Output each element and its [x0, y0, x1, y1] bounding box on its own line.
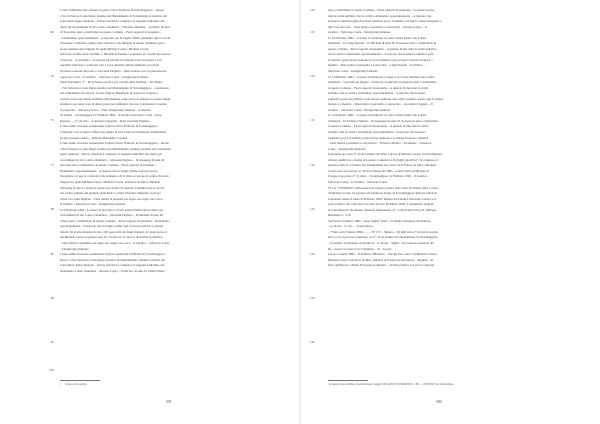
text-line: Salvatore Conte – Il Giudice – Salvatore Conte: [328, 179, 388, 184]
text-line: Lamedica gode nel pubblico gode buona opinione certo egli è reputato onesto egli lo ritiene: [328, 96, 444, 101]
text-line: bracciale nato e domiciliato in questo Comune – Fuori rapporti di parentela –: [60, 163, 157, 168]
text-line: Il Giudice – Salvatore Conte – Donj(nome) Iannone: [60, 202, 126, 207]
text-line: a Vos Salvatore Conte Regio Giudice del Mandamento di Torremaggiore assistito dal: [60, 13, 167, 18]
text-line: il pastore Gaetano Iacovino e Giovanni Pagliaro – Detto lettera e poi in presenza suo: [60, 69, 167, 74]
text-line: furto qualificato a danno di Gaetano Lamedica – Poiché positive è la prova contraria: [328, 263, 435, 268]
text-line: Lì 14 Febbraio 1862 – Lorenzo il testimone si è fatto venire Pelino che è detto: [328, 113, 427, 118]
text-line: ed alla presente cedola – Raffaele Benedello Cosenza: [60, 135, 128, 140]
text-line: a bisaccia – A domanda – A risposte gli gli altri tre briganti erano forestieri e non: [60, 57, 162, 62]
footnote: [60, 383, 87, 386]
line-number: 100: [49, 368, 54, 372]
text-line: Giudicato per tener sotto in alluso penal procedimento che non comparendo io tenuto: [60, 102, 168, 107]
text-line: di Michele Caruso ed aspirato nel Giudicato Regio di Torremaggiore della provincia di: [328, 191, 438, 196]
text-line: che la verità e domandato opportunamente – A risposto che Gaetano Lamedica gode: [328, 52, 434, 57]
text-line: verbale con le più ampie veridiche affermazioni come aveva in pensiero in questo Regio: [60, 96, 171, 101]
text-line: avvertimenti di rito è detto chiamarsi – Giovanni Pagliaro – fu Giuseppe di anni 40: [60, 157, 165, 162]
footnote-rule: [328, 380, 368, 381]
text-line: – Noi Salvatore Conte Regio Giudice del Mandamento di Torremaggiore – considerato: [60, 85, 170, 90]
text-line: L'anno mille ottocento sessantadue il giorno Nove Febbraio in Torremaggiore: [60, 124, 158, 129]
text-line: Conte – Donj(nome) Iannone¹: [328, 146, 366, 151]
line-number: 70: [50, 118, 54, 122]
text-line: opportunamente – A risposto che in Luglio ultimo egli trovavasi nell'atto contrada: [60, 224, 163, 229]
text-line: chiamarsi – D. Luigi Pasterli – fu Michele di anni 39, Possessore nato e domiciliato in: [328, 41, 437, 46]
text-line: colono nato e domiciliato in questo Comune – Fuori rapporti di parentela – Domandato: [60, 218, 170, 223]
text-line: domandato è detto chiamarsi – Antonio Lippo – fu Nicola, di anni 34, Ortino Pietro,: [60, 268, 166, 273]
text-line: Titolo Ferrandio. 2ª – Fu la Guerra di Oz e per volontà della Nazione – Re d'Italia: [60, 80, 163, 85]
text-line: di Gaetano Lamedica, giunto alla contrada Colle fumante in questo tenimento gli si: [60, 41, 165, 46]
text-line: furono a Noi Salvatore Conte Regio Giudice del Mandamento suddetto assistito dal: [60, 257, 165, 262]
text-line: – Donj(nome) Iannone: [60, 246, 89, 251]
text-line: Comparsi a noi il questo Ufficio per tempo di sera voluto procedimento testimoniale: [60, 130, 167, 135]
text-line: signor Iannone – Previa citazione è comparso il seguente individuo che dietro gli: [60, 152, 162, 157]
text-line: segno suo croce – Il Giudice – Salvatore Conte – Donj(nome) Iannone: [60, 74, 149, 79]
text-line: Salotti. Di là alla distanza di circa 100 passi vidi che fatuti briganti, de' quali fecero il: [60, 229, 168, 234]
text-line: Coscia sono al processo n° 40 da Carmine del 1861, a quali contro di Michele di: [328, 168, 430, 173]
text-line: L'anno millecinecento-settanta al giorno Nove Febbraio in Torremaggiore – furono: [60, 8, 165, 12]
left-page-text: [60, 8, 260, 274]
text-line: al Cancelliere D. Dormenico Iannone ammontante a L. 2,30 ed all'Usciere D. Raffaele: [328, 207, 437, 212]
text-line: nell'altro che la verità e domandato opportunamente – A risposto che Gaetano: [328, 91, 426, 96]
text-line: Iannone — (*) da ritro – A Antonio Lupatelli – Donj Giovanni Pagliaro –: [60, 118, 153, 123]
text-line: Lucera 2 Aprile 1862 – Il Pubblico Ministero – Vist gli atti a carico di Michele Caruso,: [328, 252, 438, 257]
text-line: Cancelliere signor Iannone – Previa citazione è comparso il sequente individuo che: [60, 19, 165, 24]
page-number: 305: [166, 400, 172, 404]
text-line: Cancelliere signor Iannone – Previa citazione è comparso il seguente individuo che: [60, 263, 165, 268]
text-line: L'anno mille ottocento sessantadue il giorno quattordici Febbraio in Torremaggiore –: [60, 252, 167, 257]
text-line: – Data lettura è persistito e sottoscritto – Federico Marino – Il Giudice – Salvatore: [328, 141, 432, 146]
text-line: briganti fra quali Michele Caruso, Michele Coscia, Salvatore de Meo e Michele: [60, 179, 161, 184]
text-line: nato e domiciliato in questo Comune – Fuori rapporti di parentela – A quando di due: [328, 8, 435, 12]
text-line: incapace a mentire – Data lettura è persistito e sottoscritto – Giovanni d'Angelo – Il: [328, 102, 433, 107]
line-number: 75: [50, 163, 54, 167]
text-line: il pubblico gode buona opinione prova il pubblico (sic) ed egli lo ritiene incapace a: [328, 57, 433, 62]
text-line: nel ordinamento di scrivere: Grazie Signore Benefiglio di essere ad occupare i: [60, 91, 159, 96]
text-line: chiamarsi – D. Federico Marino – fu Giuseppe di anni 52, Possessore nato e domiciliato: [328, 118, 439, 123]
text-line: travagliare col suo ai contrada Colle fumante e di là ebbe occasione di vedere che sette: [60, 174, 169, 179]
text-line: di Pasqua di qua. Li notarono presso un cavallo di Gaetano Lamedica che la caccia: [60, 185, 165, 190]
text-line: dietro gli avvertimenti di rito è detto chiamarsi – Vincenzo Mezzina, – fu Pietro di anni: [60, 24, 170, 29]
text-line: Lì 14 Febbraio 1862 – Lorenzo il testimone si è fatto venire Pelino che è detto: [328, 35, 427, 40]
line-number: 135: [310, 296, 315, 300]
text-line: Giudice – Salvatore Conte – Donj(nome) Iannone: [328, 30, 391, 35]
line-number: 95: [50, 340, 54, 344]
text-line: Michele Coscia, Salvatore de Meo, Michele di Pasqua ed altri ignoti – imputati – di: [328, 257, 434, 262]
text-line: in proposito – Salvatore Conte – Fatto Donj(nome) Iannone – A risposte: [60, 107, 151, 112]
text-line: – *Visto sotto* Marzo 1862 – – ... N° 175 – Signore – Di figli sotto n° tivolai tra poglio: [328, 229, 439, 234]
text-line: Benedello L. 5,76: [328, 213, 351, 218]
footnote-marker: 1: [60, 383, 62, 386]
text-line: Lì 14 Febbraio 1862 – Lorenzo il testimone è venuto e si è fatto chiamare che è detto: [328, 74, 435, 79]
line-number: 105: [310, 30, 315, 34]
text-line: Lì 9 Febbraio 1862 – Lorenzo di Iacovino è il fatto armato Pelino che la dietro gli: [60, 207, 163, 212]
right-page: [300, 0, 600, 424]
text-line: di furto qualificato a danno di Gaetano Lamedica è di (fogli) (dodici) n° 10 compreso il: [328, 157, 438, 162]
line-number: 100: [310, 8, 315, 12]
text-line: – Il Giudice Sostituendo di Istruttore – G. Rossi – Sigma – Procuratore Generale del: [328, 240, 434, 245]
text-line: Salvatore de Meo alias Nardillo, e Michele di Pasqua e si presero tre cavalli che portava: [60, 52, 171, 57]
text-line: Gaetano Lamedica guida fu buona opinione prova il pubblico ed egli lo videro insegnare a: [328, 19, 442, 24]
text-line: fatto tocca il processo registrato col n° 43 da istruire nel mandamento di Torremaggiore: [328, 235, 438, 240]
text-line: L'anno mille ottocento sessantadue il giorno Nove Febbraio in Torremaggiore – furono: [60, 141, 170, 146]
line-number: 65: [50, 74, 54, 78]
text-line: a Noi Salvatore Conte Regio Giudice del Mandamento suddetto assistito dal Cancelliere: [60, 146, 171, 151]
line-number: 80: [50, 207, 54, 211]
text-line: Lamedica prova il pubblico gode buona opinione e lo ritiene incapace a mentire: [328, 135, 429, 140]
text-line: Capitanata datato il mese di Febbraio 1862² firmato dal Giudice Salvatore Conte e col: [328, 196, 436, 201]
text-line: Pasqua al processo n° 51 detto – Torremaggiore 14 Febbraio 1862 – Il Giudice –: [328, 174, 430, 179]
text-line: questo Comune – Fuori rapporti di parentela – A quando di due tutta la verità nell'altro: [328, 46, 437, 51]
text-line: Vi è la *VISUMUS* dalla spese non segnato terzere nella carta 10 armata 1861 a carico: [328, 185, 439, 190]
line-number: 130: [310, 252, 315, 256]
text-line: – Data lettura è persistito per segno suo segno sua croce – Il Giudice – Salvatore Conte: [60, 240, 170, 245]
text-line: che veniva guidata dal guidone della mano a stretta Vincenzo Mezzina, fu di per: [60, 191, 161, 196]
line-number: 120: [310, 163, 315, 167]
text-line: San Severo 8 Marzo 1862 – Sono bagliu³ vedel – Il Giudice Istruttore di Istruttore: [328, 218, 431, 223]
text-line: tutti la verità nell'altro che la verità e domandato opportunamente – A risposto che: [328, 13, 432, 18]
text-line: in questo Comune – Fuori rapporti di parentela – A quando di due tutta la verità: [328, 85, 429, 90]
text-line: Il presente processo n° 43 di Carmine del 1861 a prova di Michele Caruso ed altri imputati: [328, 152, 442, 157]
line-number: 85: [50, 252, 54, 256]
text-line: in questo Comune – Fuori rapporti di parentela – A quando di dire tutta la verità: [328, 124, 429, 129]
footnote-text: Come scritto prima: [64, 383, 87, 386]
text-line: mentire – Data lettura è persistito e sottoscritto – Luigi Pasterli – Il Giudice –: [328, 63, 426, 68]
text-line: avvertimenti di rito è detto chiamarsi – Giovanni Pagliaro – fu Michele di anni 46: [60, 213, 163, 218]
text-line: fecero innanzi sette briganti fra quali Michele Caruso, Michele Coscia,: [60, 46, 150, 51]
text-line: Giudice – Salvatore Conte – Donj(nome) Iannone: [328, 107, 391, 112]
text-line: – G. Rossi – G. Tu... – [Cancellere]: [328, 224, 373, 229]
text-line: saprebbe indicarne i connotati. Che a poca distanza dall'avvenimento trovavasi: [60, 63, 159, 68]
footnote-rule: [60, 380, 100, 381]
line-number: 110: [310, 74, 315, 78]
text-line: presente oltre la covettina. Gli adempimenti nel contro di Salvatore de Meo e Michele: [328, 163, 436, 168]
line-number: 125: [310, 207, 315, 211]
text-line: Re – presso la Gran Corte Criminale – di – Lucera: [328, 246, 392, 251]
text-line: chiamarsi – Giovanni de Angelo – fu Nicola di anni 36, proprietario nato e domiciliato: [328, 80, 437, 85]
text-line: porte positivo del controllo/cs in data Lucera, 26 Marzo 1862, il pagamento eseguito: [328, 202, 435, 207]
text-line: dire cose non vere – Data lettura è persistito e sottoscritto – Antonio Lippo – Il: [328, 24, 427, 29]
text-line: Domandato opportunamente – A risposte che in Luglio ultimo egli trovavasi a: [60, 168, 158, 173]
line-number: 140: [310, 340, 315, 344]
page-number: 306: [436, 400, 442, 404]
text-line: – Domandato opportunamente – A risposte che in Luglio ultimo guidando egli la caccia: [60, 35, 170, 40]
line-number: 115: [310, 118, 315, 122]
text-line: Salvatore Conte – Donj(nome) Iannone: [328, 69, 378, 74]
text-line: nel Michele Caruso si presero uno de' cavalli con la caracca di Gaetano Lamedica: [60, 235, 163, 240]
right-page-text: [328, 8, 538, 269]
text-line: salvar Giovanni Pagliaro – Data lettura la presente per segno suo segno sua croce –: [60, 196, 165, 201]
line-number: 60: [50, 30, 54, 34]
footnote: ² A destra in alto timbro, modificazione: leggere: DEGLISTI STORGENSE – NIL – OSTENTO GI Taciturnimo –: [328, 383, 456, 386]
text-line: nell'altro che la verità e domandato opportunamente – A risposto che Gaetano: [328, 130, 426, 135]
text-line: da notizia – Torremaggiore 9 Febbraio 1862 – Il Giudice Salvatore Conte – Donj: [60, 113, 162, 118]
line-number: 90: [50, 296, 54, 300]
text-line: 22 bracciale, nato e domiciliato in questo Comune – Fuori rapporti di parentela –: [60, 30, 162, 35]
